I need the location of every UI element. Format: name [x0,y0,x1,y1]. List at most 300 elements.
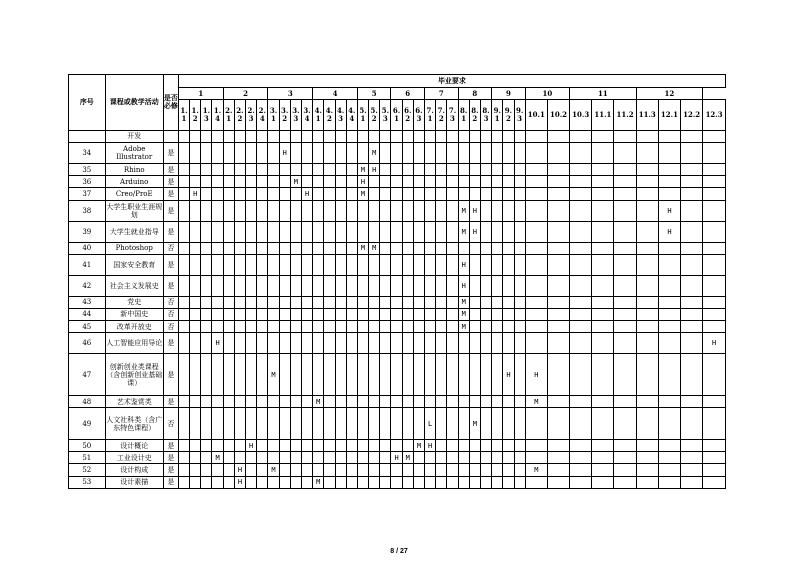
empty-cell [190,130,201,142]
empty-cell [681,321,703,333]
empty-cell [425,200,436,221]
empty-cell [458,408,469,439]
empty-cell [223,396,234,408]
empty-cell [190,176,201,188]
row-number: 43 [69,296,106,308]
empty-cell [279,275,290,296]
support-level-mark: M [268,464,279,476]
empty-cell [246,321,257,333]
empty-cell [469,296,480,308]
requirement-group: 4 [313,88,358,100]
empty-cell [290,221,301,242]
sub-requirement: 4.4 [346,100,357,131]
empty-cell [301,452,312,464]
row-number: 34 [69,142,106,163]
empty-cell [257,242,268,254]
empty-cell [223,130,234,142]
empty-cell [514,142,525,163]
required-flag: 否 [163,408,178,439]
required-flag: 是 [163,464,178,476]
empty-cell [413,321,424,333]
empty-cell [391,308,402,320]
empty-cell [369,396,380,408]
empty-cell [313,200,324,221]
empty-cell [313,142,324,163]
sub-requirement: 4.3 [335,100,346,131]
empty-cell [380,176,391,188]
empty-cell [178,333,189,354]
empty-cell [190,142,201,163]
empty-cell [279,254,290,275]
empty-cell [346,242,357,254]
support-level-mark: M [268,354,279,396]
support-level-mark: M [458,321,469,333]
support-level-mark: M [212,452,223,464]
empty-cell [279,354,290,396]
empty-cell [469,188,480,200]
empty-cell [178,275,189,296]
sub-requirement: 2.4 [257,100,268,131]
empty-cell [458,464,469,476]
empty-cell [257,163,268,175]
empty-cell [290,130,301,142]
empty-cell [223,452,234,464]
empty-cell [614,176,636,188]
empty-cell [178,296,189,308]
empty-cell [212,439,223,451]
support-level-mark: M [458,221,469,242]
empty-cell [570,130,592,142]
empty-cell [369,221,380,242]
empty-cell [402,354,413,396]
row-number: 45 [69,321,106,333]
course-name: 设计构成 [105,464,163,476]
empty-cell [369,321,380,333]
table-row [69,176,726,188]
required-flag: 是 [163,188,178,200]
empty-cell [279,439,290,451]
empty-cell [436,130,447,142]
empty-cell [681,476,703,488]
empty-cell [301,476,312,488]
empty-cell [246,200,257,221]
empty-cell [268,452,279,464]
empty-cell [201,354,212,396]
empty-cell [391,408,402,439]
sub-requirement: 12.2 [681,100,703,131]
empty-cell [492,439,503,451]
empty-cell [614,163,636,175]
required-flag [163,130,178,142]
empty-cell [592,142,614,163]
empty-cell [492,476,503,488]
empty-cell [223,142,234,163]
empty-cell [313,188,324,200]
empty-cell [447,221,458,242]
empty-cell [614,200,636,221]
empty-cell [369,254,380,275]
empty-cell [313,176,324,188]
empty-cell [681,254,703,275]
empty-cell [469,452,480,464]
empty-cell [391,476,402,488]
empty-cell [380,221,391,242]
empty-cell [436,163,447,175]
empty-cell [402,142,413,163]
empty-cell [335,176,346,188]
table-row [69,254,726,275]
empty-cell [324,188,335,200]
empty-cell [380,163,391,175]
empty-cell [547,163,569,175]
empty-cell [402,464,413,476]
empty-cell [290,439,301,451]
empty-cell [346,476,357,488]
sub-requirement: 2.1 [223,100,234,131]
empty-cell [369,296,380,308]
empty-cell [703,296,726,308]
empty-cell [703,439,726,451]
empty-cell [658,333,680,354]
empty-cell [469,321,480,333]
empty-cell [436,296,447,308]
empty-cell [681,333,703,354]
empty-cell [246,333,257,354]
empty-cell [480,142,491,163]
empty-cell [681,221,703,242]
empty-cell [469,176,480,188]
empty-cell [503,396,514,408]
empty-cell [592,333,614,354]
empty-cell [614,142,636,163]
sub-requirement: 7.2 [436,100,447,131]
empty-cell [313,221,324,242]
row-number: 37 [69,188,106,200]
support-level-mark: H [658,200,680,221]
empty-cell [369,452,380,464]
empty-cell [447,142,458,163]
empty-cell [346,408,357,439]
empty-cell [268,142,279,163]
empty-cell [458,142,469,163]
row-number: 42 [69,275,106,296]
empty-cell [447,275,458,296]
empty-cell [458,476,469,488]
empty-cell [201,408,212,439]
empty-cell [357,476,368,488]
empty-cell [547,188,569,200]
empty-cell [503,408,514,439]
empty-cell [357,408,368,439]
sub-requirement: 1.2 [190,100,201,131]
empty-cell [246,130,257,142]
empty-cell [257,452,268,464]
empty-cell [223,200,234,221]
empty-cell [469,130,480,142]
empty-cell [279,296,290,308]
requirement-group: 9 [492,88,526,100]
empty-cell [514,354,525,396]
empty-cell [402,242,413,254]
empty-cell [425,163,436,175]
empty-cell [246,142,257,163]
empty-cell [279,188,290,200]
empty-cell [503,476,514,488]
row-number: 44 [69,308,106,320]
required-flag: 是 [163,142,178,163]
empty-cell [290,200,301,221]
empty-cell [335,200,346,221]
row-number: 51 [69,452,106,464]
empty-cell [447,163,458,175]
empty-cell [703,476,726,488]
empty-cell [212,242,223,254]
empty-cell [480,396,491,408]
empty-cell [681,452,703,464]
empty-cell [290,452,301,464]
empty-cell [223,464,234,476]
table-row [69,476,726,488]
sub-requirement: 7.1 [425,100,436,131]
empty-cell [313,321,324,333]
required-flag: 是 [163,333,178,354]
empty-cell [346,464,357,476]
header-course: 课程或教学活动 [105,75,163,131]
empty-cell [246,354,257,396]
empty-cell [301,333,312,354]
required-flag: 否 [163,321,178,333]
empty-cell [279,396,290,408]
course-name: Rhino [105,163,163,175]
empty-cell [480,254,491,275]
empty-cell [681,188,703,200]
required-flag: 是 [163,176,178,188]
empty-cell [301,275,312,296]
empty-cell [190,221,201,242]
empty-cell [570,452,592,464]
empty-cell [257,142,268,163]
empty-cell [480,439,491,451]
empty-cell [190,163,201,175]
empty-cell [436,396,447,408]
empty-cell [703,188,726,200]
empty-cell [234,308,245,320]
required-flag: 是 [163,275,178,296]
support-level-mark: M [357,188,368,200]
empty-cell [257,200,268,221]
empty-cell [301,242,312,254]
support-level-mark: M [413,439,424,451]
course-name: 改革开放史 [105,321,163,333]
empty-cell [369,476,380,488]
empty-cell [369,176,380,188]
empty-cell [525,242,547,254]
course-name: 人文社科类（含广东特色课程） [105,408,163,439]
empty-cell [335,188,346,200]
empty-cell [525,176,547,188]
empty-cell [346,354,357,396]
empty-cell [514,242,525,254]
empty-cell [290,333,301,354]
empty-cell [402,221,413,242]
empty-cell [190,439,201,451]
empty-cell [279,452,290,464]
empty-cell [413,452,424,464]
row-number: 35 [69,163,106,175]
empty-cell [369,354,380,396]
empty-cell [503,176,514,188]
empty-cell [547,333,569,354]
empty-cell [525,142,547,163]
empty-cell [658,142,680,163]
empty-cell [257,308,268,320]
empty-cell [480,408,491,439]
empty-cell [178,242,189,254]
empty-cell [178,163,189,175]
empty-cell [570,221,592,242]
empty-cell [223,354,234,396]
empty-cell [257,396,268,408]
empty-cell [324,476,335,488]
empty-cell [335,308,346,320]
empty-cell [514,188,525,200]
empty-cell [547,464,569,476]
row-number: 40 [69,242,106,254]
empty-cell [503,275,514,296]
empty-cell [525,254,547,275]
empty-cell [234,142,245,163]
empty-cell [391,439,402,451]
empty-cell [436,321,447,333]
required-flag: 是 [163,476,178,488]
empty-cell [380,275,391,296]
requirement-group: 7 [425,88,459,100]
empty-cell [178,221,189,242]
empty-cell [636,142,658,163]
empty-cell [681,142,703,163]
required-flag: 是 [163,396,178,408]
row-number: 38 [69,200,106,221]
empty-cell [201,464,212,476]
empty-cell [290,408,301,439]
empty-cell [324,296,335,308]
empty-cell [413,464,424,476]
empty-cell [681,354,703,396]
empty-cell [425,396,436,408]
empty-cell [234,130,245,142]
empty-cell [469,163,480,175]
empty-cell [503,321,514,333]
course-name: 新中国史 [105,308,163,320]
empty-cell [681,176,703,188]
empty-cell [324,275,335,296]
requirement-group: 6 [391,88,425,100]
empty-cell [223,221,234,242]
empty-cell [301,296,312,308]
empty-cell [369,333,380,354]
empty-cell [290,163,301,175]
empty-cell [525,439,547,451]
empty-cell [458,130,469,142]
empty-cell [391,296,402,308]
support-level-mark: H [703,333,726,354]
empty-cell [324,408,335,439]
empty-cell [212,296,223,308]
empty-cell [480,130,491,142]
empty-cell [279,308,290,320]
sub-requirement: 1.3 [201,100,212,131]
empty-cell [570,321,592,333]
empty-cell [703,163,726,175]
empty-cell [402,275,413,296]
empty-cell [547,396,569,408]
empty-cell [324,200,335,221]
sub-requirement: 3.3 [290,100,301,131]
empty-cell [447,476,458,488]
empty-cell [503,452,514,464]
empty-cell [570,254,592,275]
empty-cell [246,254,257,275]
empty-cell [301,142,312,163]
empty-cell [636,221,658,242]
empty-cell [614,321,636,333]
empty-cell [547,321,569,333]
empty-cell [514,408,525,439]
empty-cell [268,321,279,333]
course-name: 开发 [105,130,163,142]
empty-cell [279,333,290,354]
empty-cell [279,321,290,333]
empty-cell [636,354,658,396]
empty-cell [658,308,680,320]
empty-cell [547,142,569,163]
empty-cell [402,333,413,354]
empty-cell [357,308,368,320]
row-number: 50 [69,439,106,451]
requirement-group: 5 [357,88,391,100]
empty-cell [458,452,469,464]
empty-cell [301,130,312,142]
empty-cell [223,321,234,333]
empty-cell [469,396,480,408]
empty-cell [503,188,514,200]
support-level-mark: H [458,275,469,296]
empty-cell [525,130,547,142]
empty-cell [391,188,402,200]
empty-cell [391,396,402,408]
table-row [69,163,726,175]
empty-cell [413,396,424,408]
support-level-mark: M [402,452,413,464]
empty-cell [413,296,424,308]
empty-cell [436,176,447,188]
empty-cell [592,242,614,254]
empty-cell [212,321,223,333]
empty-cell [234,254,245,275]
empty-cell [290,396,301,408]
empty-cell [201,476,212,488]
empty-cell [436,254,447,275]
empty-cell [447,176,458,188]
empty-cell [425,464,436,476]
empty-cell [492,200,503,221]
empty-cell [324,176,335,188]
empty-cell [614,408,636,439]
support-level-mark: M [525,396,547,408]
empty-cell [480,296,491,308]
empty-cell [357,452,368,464]
empty-cell [703,354,726,396]
